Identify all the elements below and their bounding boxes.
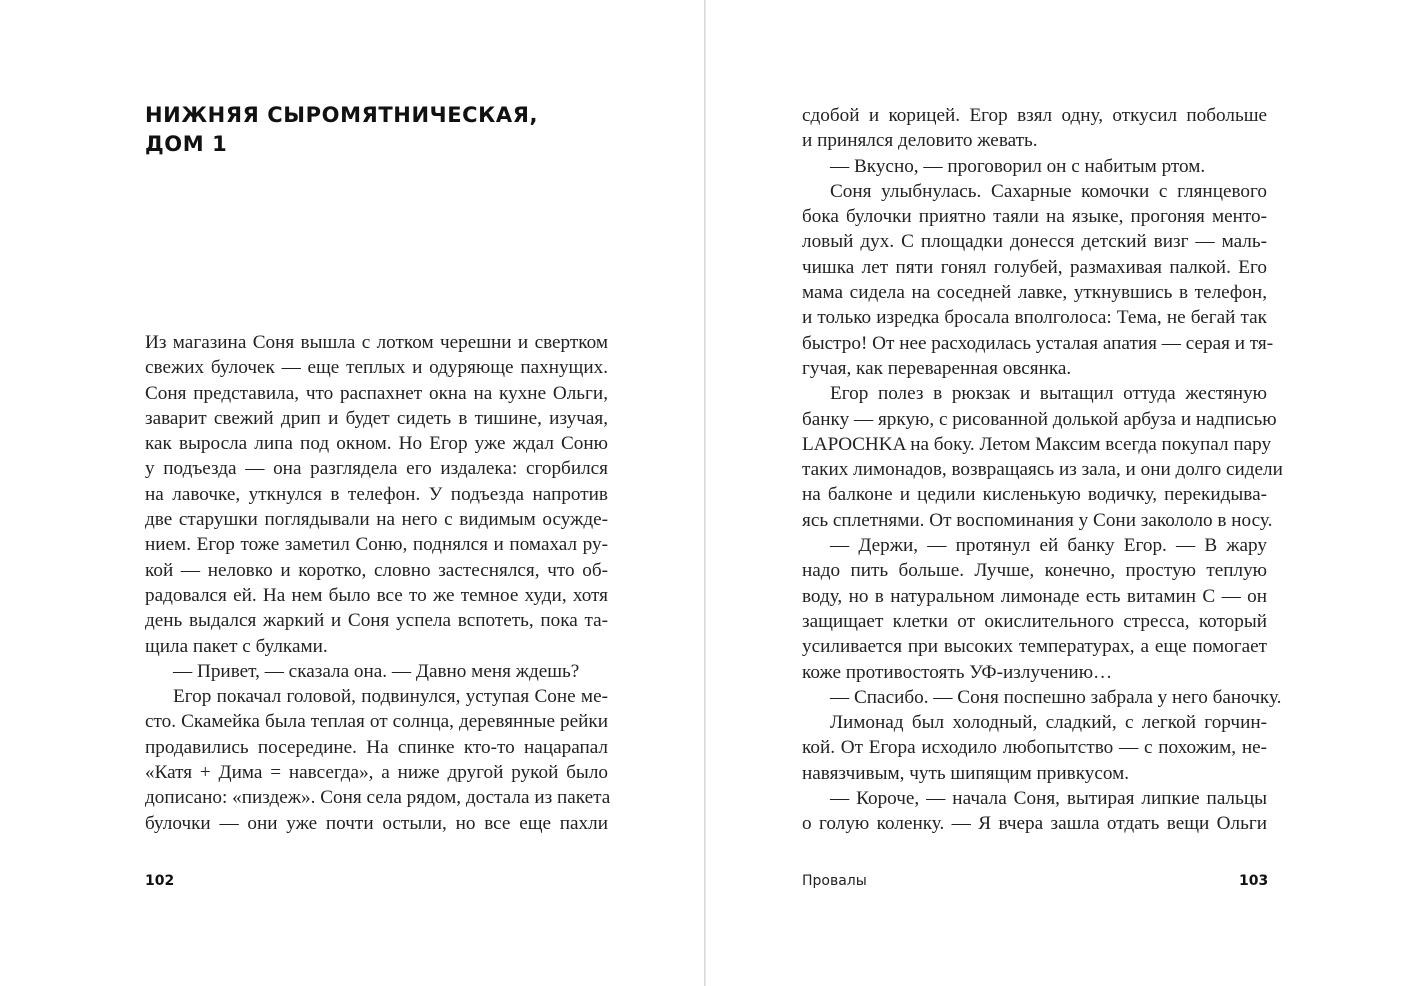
text-line: чишка лет пяти гонял голубей, размахивая палкой. Его <box>802 256 1267 278</box>
text-line: навязчивым, чуть шипящим привкусом. <box>802 762 1130 784</box>
text-line: — Короче, — начала Соня, вытирая липкие пальцы <box>830 788 1267 810</box>
text-line: сто. Скамейка была теплая от солнца, деревянные рейки <box>145 711 608 733</box>
text-line: нием. Егор тоже заметил Соню, поднялся и помахал ру- <box>145 534 608 556</box>
text-line: таких лимонадов, возвращаясь из зала, и они долго сидели <box>802 459 1283 481</box>
text-line: банку — яркую, с рисованной долькой арбуза и надписью <box>802 408 1277 430</box>
right-page-body <box>802 103 1283 837</box>
text-line: защищает клетки от окислительного стресса, который <box>802 610 1267 632</box>
text-line: дописано: «пиздеж». Соня села рядом, достала из пакета <box>145 787 611 809</box>
left-page <box>0 0 704 986</box>
text-line: Соня представила, что распахнет окна на кухне Ольги, <box>145 382 608 404</box>
right-page <box>706 0 1410 986</box>
page-number-left: 102 <box>145 873 175 889</box>
text-line: кой — неловко и коротко, словно застеснялся, что об- <box>145 559 608 581</box>
page-number-right: 103 <box>1239 873 1269 889</box>
text-line: — Держи, — протянул ей банку Егор. — В жару <box>830 535 1267 557</box>
text-line: Егор покачал головой, подвинулся, уступая Соне ме- <box>173 686 608 708</box>
text-line: и только изредка бросала вполголоса: Тема, не бегай так <box>802 307 1267 329</box>
text-line: Из магазина Соня вышла с лотком черешни и свертком <box>145 332 608 353</box>
text-line: воду, но в натуральном лимонаде есть витамин С — он <box>802 585 1267 607</box>
text-line: ясь сплетнями. От воспоминания у Сони закололо в носу. <box>802 509 1273 531</box>
running-head: Провалы <box>802 873 867 889</box>
text-line: мама сидела на соседней лавке, уткнувшись в телефон, <box>802 282 1267 304</box>
text-line: день выдался жаркий и Соня успела вспотеть, пока та- <box>145 610 608 632</box>
text-line: Егор полез в рюкзак и вытащил оттуда жестяную <box>830 383 1267 405</box>
text-line: булочки — они уже почти остыли, но все еще пахли <box>145 812 608 834</box>
text-line: сдобой и корицей. Егор взял одну, откусил побольше <box>802 105 1267 126</box>
text-line: гучая, как переваренная овсянка. <box>802 357 1072 379</box>
text-line: щила пакет с булками. <box>145 635 328 657</box>
text-line: — Привет, — сказала она. — Давно меня ждешь? <box>173 660 580 682</box>
text-line: ловый дух. С площадки донесся детский визг — маль- <box>802 231 1267 253</box>
text-line: усиливается при высоких температурах, а еще помогает <box>802 636 1267 658</box>
text-line: — Вкусно, — проговорил он с набитым ртом. <box>830 155 1206 177</box>
text-line: и принялся деловито жевать. <box>802 130 1038 152</box>
text-line: о голую коленку. — Я вчера зашла отдать вещи Ольги <box>802 813 1267 835</box>
text-line: LAPOCHKA на боку. Летом Максим всегда покупал пару <box>802 433 1272 455</box>
text-line: радовался ей. На нем было все то же темное худи, хотя <box>145 584 608 606</box>
chapter-title-line-2: ДОМ 1 <box>145 132 228 156</box>
text-line: свежих булочек — еще теплых и одуряюще пахнущих. <box>145 357 608 379</box>
text-line: — Спасибо. — Соня поспешно забрала у него баночку. <box>830 686 1282 708</box>
text-line: две старушки поглядывали на него с видимым осужде- <box>145 509 608 531</box>
text-line: заварит свежий дрип и будет сидеть в тишине, изучая, <box>145 407 608 429</box>
text-line: на балконе и цедили кисленькую водичку, перекидыва- <box>802 484 1267 506</box>
text-line: у подъезда — она разглядела его издалека: сгорбился <box>145 458 608 480</box>
text-line: как выросла липа под окном. Но Егор уже ждал Соню <box>145 433 608 455</box>
text-line: на лавочке, уткнулся в телефон. У подъезда напротив <box>145 483 608 505</box>
text-line: быстро! От нее расходилась усталая апатия — серая и тя- <box>802 332 1274 354</box>
text-line: бока булочки приятно таяли на языке, прогоняя менто- <box>802 206 1267 228</box>
chapter-title <box>145 101 625 159</box>
text-line: продавились посередине. На спинке кто-то нацарапал <box>145 736 608 758</box>
text-line: коже противостоять УФ-излучению… <box>802 661 1113 683</box>
text-line: Соня улыбнулась. Сахарные комочки с глянцевого <box>830 180 1267 202</box>
text-line: кой. От Егора исходило любопытство — с похожим, не- <box>802 737 1267 759</box>
chapter-title-line-1: НИЖНЯЯ СЫРОМЯТНИЧЕСКАЯ, <box>145 103 539 127</box>
left-page-body <box>145 330 611 836</box>
text-line: надо пить больше. Лучше, конечно, простую теплую <box>802 560 1267 582</box>
text-line: Лимонад был холодный, сладкий, с легкой горчин- <box>830 712 1267 734</box>
text-line: «Катя + Дима = навсегда», а ниже другой рукой было <box>145 762 608 784</box>
